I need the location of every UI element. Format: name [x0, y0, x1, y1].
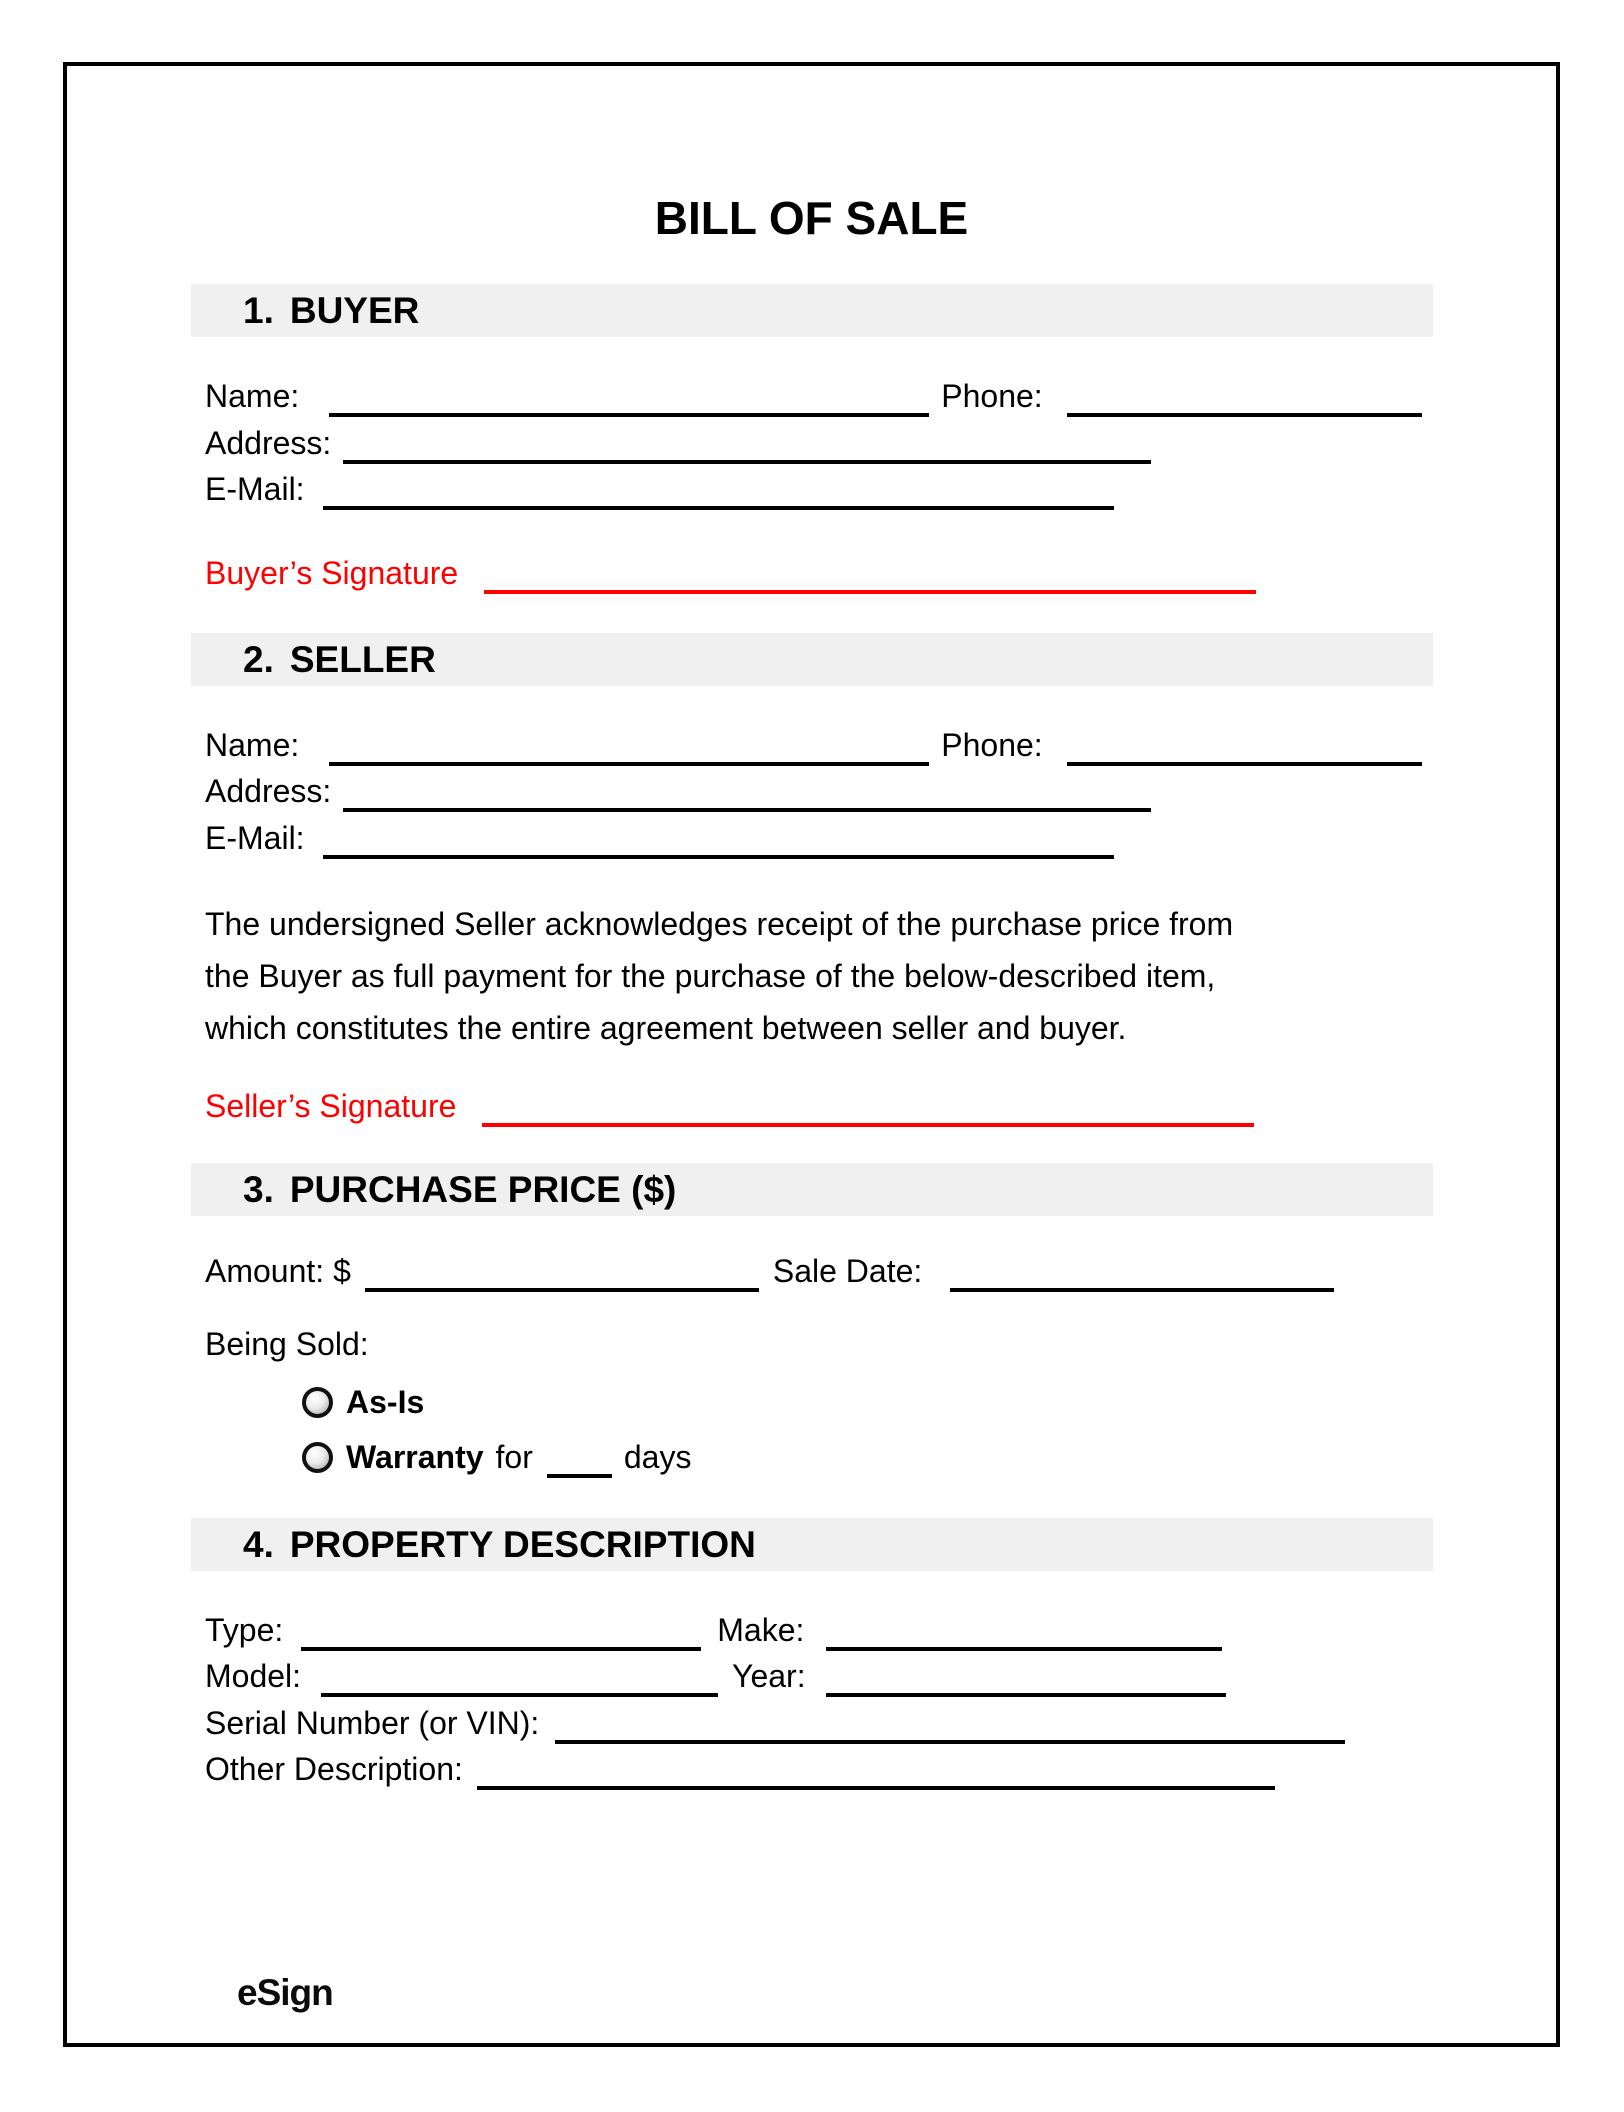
buyer-address-label: Address:: [205, 425, 332, 461]
esign-logo: eSign: [237, 1972, 333, 2013]
section-label: PROPERTY DESCRIPTION: [289, 1523, 756, 1565]
paragraph-line: the Buyer as full payment for the purchase of the below-described item,: [205, 958, 1216, 994]
section-number: 4.: [243, 1523, 274, 1565]
buyer-address-row: [205, 424, 1151, 464]
model-year-row: [205, 1657, 1226, 1697]
buyer-signature-row: [205, 554, 1256, 594]
other-description-label: Other Description:: [205, 1751, 463, 1787]
type-make-row: [205, 1611, 1222, 1651]
buyer-name-input[interactable]: [329, 383, 929, 417]
seller-address-input[interactable]: [343, 778, 1151, 812]
seller-name-input[interactable]: [329, 732, 929, 766]
buyer-phone-label: Phone:: [941, 378, 1043, 414]
year-label: Year:: [732, 1658, 806, 1694]
amount-row: [205, 1252, 1334, 1292]
seller-address-row: [205, 772, 1151, 812]
type-label: Type:: [205, 1612, 284, 1648]
seller-signature-input[interactable]: [482, 1093, 1254, 1127]
seller-name-row: [205, 726, 1422, 766]
type-input[interactable]: [301, 1617, 701, 1651]
amount-label: Amount: $: [205, 1253, 351, 1289]
seller-signature-row: [205, 1087, 1254, 1127]
paragraph-line: The undersigned Seller acknowledges receipt of the purchase price from: [205, 906, 1234, 942]
buyer-signature-label: Buyer’s Signature: [205, 555, 459, 591]
make-label: Make:: [717, 1612, 805, 1648]
as-is-label: As-Is: [346, 1384, 425, 1420]
seller-phone-label: Phone:: [941, 727, 1043, 763]
seller-email-row: [205, 819, 1114, 859]
seller-address-label: Address:: [205, 773, 332, 809]
seller-name-label: Name:: [205, 727, 300, 763]
model-label: Model:: [205, 1658, 302, 1694]
section-number: 3.: [243, 1168, 274, 1210]
buyer-phone-input[interactable]: [1067, 383, 1422, 417]
seller-signature-label: Seller’s Signature: [205, 1088, 457, 1124]
seller-phone-input[interactable]: [1067, 732, 1422, 766]
seller-acknowledgement-paragraph: [205, 898, 1465, 1054]
section-label: BUYER: [289, 289, 420, 331]
warranty-label: Warranty: [346, 1439, 484, 1475]
seller-email-label: E-Mail:: [205, 820, 305, 856]
warranty-for-label: for: [495, 1439, 533, 1475]
amount-input[interactable]: [365, 1258, 759, 1292]
serial-row: [205, 1704, 1345, 1744]
other-description-input[interactable]: [477, 1756, 1275, 1790]
serial-input[interactable]: [555, 1710, 1345, 1744]
other-description-row: [205, 1750, 1275, 1790]
section-header-purchase-price: [191, 1163, 1433, 1216]
buyer-name-row: [205, 377, 1422, 417]
buyer-name-label: Name:: [205, 378, 300, 414]
section-header-seller: [191, 633, 1433, 686]
section-number: 1.: [243, 289, 274, 331]
buyer-address-input[interactable]: [343, 430, 1151, 464]
warranty-radio[interactable]: [302, 1442, 333, 1473]
buyer-email-input[interactable]: [323, 476, 1114, 510]
buyer-email-row: [205, 470, 1114, 510]
model-input[interactable]: [321, 1663, 718, 1697]
warranty-option-row: [302, 1438, 691, 1478]
section-label: PURCHASE PRICE ($): [289, 1168, 677, 1210]
serial-label: Serial Number (or VIN):: [205, 1705, 540, 1741]
buyer-email-label: E-Mail:: [205, 471, 305, 507]
warranty-days-label: days: [623, 1439, 692, 1475]
as-is-option-row: [302, 1383, 424, 1421]
year-input[interactable]: [826, 1663, 1226, 1697]
being-sold-row: [205, 1325, 369, 1363]
paragraph-line: which constitutes the entire agreement between seller and buyer.: [205, 1010, 1127, 1046]
make-input[interactable]: [826, 1617, 1222, 1651]
section-number: 2.: [243, 638, 274, 680]
warranty-days-input[interactable]: [547, 1444, 612, 1478]
sale-date-input[interactable]: [950, 1258, 1334, 1292]
section-header-buyer: [191, 284, 1433, 337]
section-header-property-description: [191, 1518, 1433, 1571]
buyer-signature-input[interactable]: [484, 560, 1256, 594]
document-title: BILL OF SALE: [654, 192, 969, 244]
as-is-radio[interactable]: [302, 1387, 333, 1418]
seller-email-input[interactable]: [323, 825, 1114, 859]
being-sold-label: Being Sold:: [205, 1326, 369, 1362]
sale-date-label: Sale Date:: [772, 1253, 923, 1289]
section-label: SELLER: [289, 638, 436, 680]
